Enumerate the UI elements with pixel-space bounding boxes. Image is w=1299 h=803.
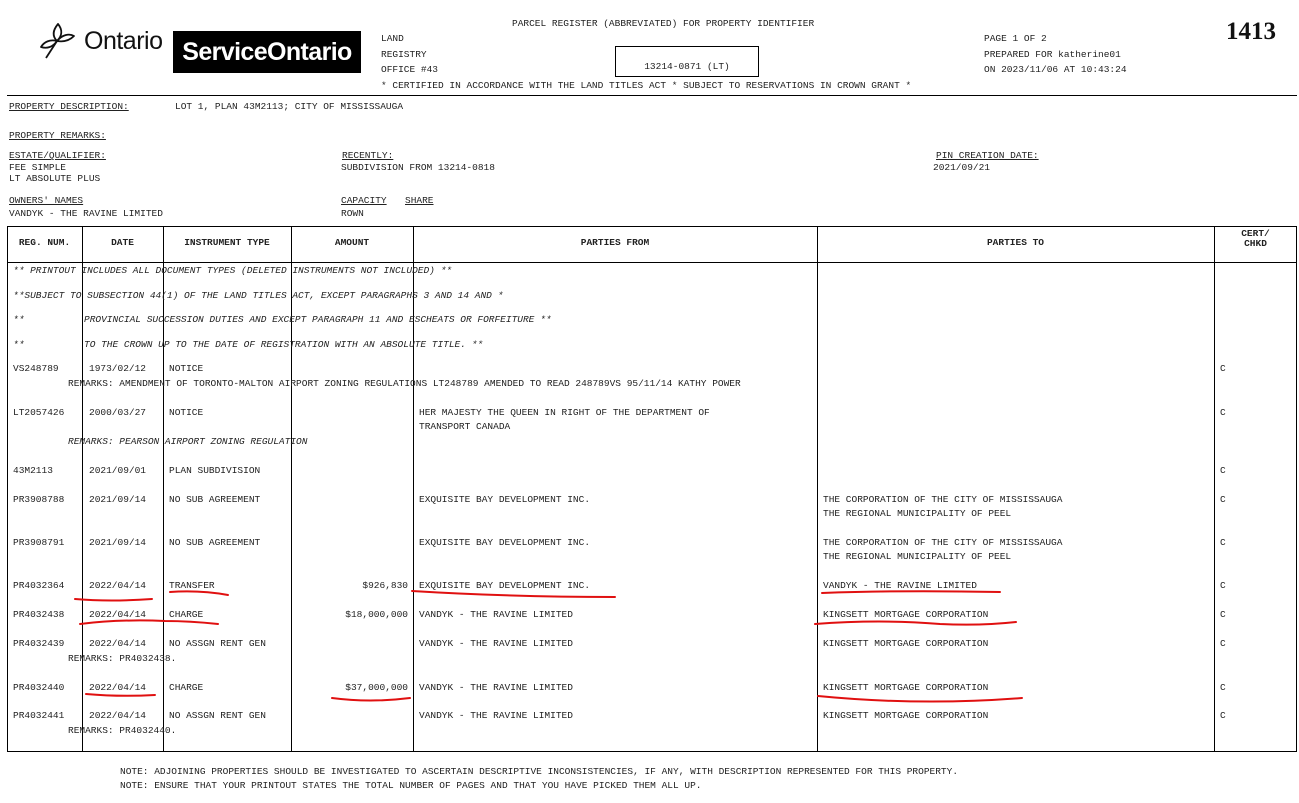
cell-date: 2022/04/14	[89, 609, 147, 620]
cell-instrument-type: NO SUB AGREEMENT	[169, 537, 261, 548]
cell-reg-num: PR4032364	[13, 580, 65, 591]
property-description-label: PROPERTY DESCRIPTION:	[9, 101, 129, 112]
cell-parties-from: VANDYK - THE RAVINE LIMITED	[419, 710, 573, 721]
prepared-on: ON 2023/11/06 AT 10:43:24	[984, 64, 1127, 75]
cell-reg-num: PR4032441	[13, 710, 65, 721]
col-header-date: DATE	[111, 237, 134, 248]
cell-parties-to-line2: THE REGIONAL MUNICIPALITY OF PEEL	[823, 551, 1012, 562]
cell-reg-num: LT2057426	[13, 407, 65, 418]
cell-date: 2022/04/14	[89, 682, 147, 693]
footnote-1: NOTE: ADJOINING PROPERTIES SHOULD BE INVESTIGATED TO ASCERTAIN DESCRIPTIVE INCONSISTENCIES, IF ANY, WITH DESCRIPTION REPRESENTED FOR THIS PROPERTY.	[120, 766, 959, 777]
cell-date: 2022/04/14	[89, 710, 147, 721]
cell-parties-to-line2: THE REGIONAL MUNICIPALITY OF PEEL	[823, 508, 1012, 519]
cell-amount: $926,830	[362, 580, 408, 591]
cell-parties-to: THE CORPORATION OF THE CITY OF MISSISSAUGA	[823, 494, 1063, 505]
col-header-cert-line1: CERT/	[1241, 228, 1270, 239]
cell-reg-num: PR3908788	[13, 494, 65, 505]
cell-date: 2022/04/14	[89, 638, 147, 649]
red-underline-to-3	[818, 696, 1022, 702]
red-underline-date-2	[80, 620, 218, 624]
cell-reg-num: VS248789	[13, 363, 59, 374]
cell-instrument-type: PLAN SUBDIVISION	[169, 465, 261, 476]
pin-creation-value: 2021/09/21	[933, 162, 991, 173]
share-label: SHARE	[405, 195, 434, 206]
cell-parties-from: EXQUISITE BAY DEVELOPMENT INC.	[419, 494, 591, 505]
office-line-2: REGISTRY	[381, 49, 427, 60]
notice-line-1: ** PRINTOUT INCLUDES ALL DOCUMENT TYPES (DELETED INSTRUMENTS NOT INCLUDED) **	[13, 265, 452, 276]
col-header-parties-to: PARTIES TO	[986, 237, 1044, 248]
cell-instrument-type: CHARGE	[169, 682, 204, 693]
col-header-amount: AMOUNT	[334, 237, 370, 248]
cell-reg-num: 43M2113	[13, 465, 53, 476]
estate-label: ESTATE/QUALIFIER:	[9, 150, 106, 161]
office-line-3: OFFICE #43	[381, 64, 439, 75]
cell-reg-num: PR4032438	[13, 609, 65, 620]
red-underline-to-1	[822, 591, 1000, 593]
capacity-value: ROWN	[341, 208, 364, 219]
footnote-2: NOTE: ENSURE THAT YOUR PRINTOUT STATES THE TOTAL NUMBER OF PAGES AND THAT YOU HAVE PICKED THEM ALL UP.	[120, 780, 702, 791]
col-header-reg-num: REG. NUM.	[18, 237, 71, 248]
certified-line: * CERTIFIED IN ACCORDANCE WITH THE LAND TITLES ACT * SUBJECT TO RESERVATIONS IN CROWN GRANT *	[381, 80, 912, 91]
notice-line-4-marker: **	[13, 339, 25, 350]
owners-value: VANDYK - THE RAVINE LIMITED	[9, 208, 163, 219]
cell-parties-to: KINGSETT MORTGAGE CORPORATION	[823, 682, 989, 693]
red-underline-type-1	[170, 591, 228, 595]
cell-remarks: REMARKS: PR4032440.	[68, 725, 177, 736]
red-underline-reg-1	[75, 599, 152, 601]
cell-instrument-type: CHARGE	[169, 609, 204, 620]
col-header-cert-line2: CHKD	[1244, 238, 1267, 249]
cell-cert: C	[1220, 580, 1226, 591]
cell-parties-from: EXQUISITE BAY DEVELOPMENT INC.	[419, 537, 591, 548]
page-number: 1413	[1226, 18, 1276, 45]
cell-cert: C	[1220, 363, 1226, 374]
cell-parties-to: THE CORPORATION OF THE CITY OF MISSISSAUGA	[823, 537, 1063, 548]
cell-cert: C	[1220, 638, 1226, 649]
page-of: PAGE 1 OF 2	[984, 33, 1047, 44]
office-line-1: LAND	[381, 33, 404, 44]
cell-instrument-type: NO ASSGN RENT GEN	[169, 638, 266, 649]
cell-amount: $37,000,000	[345, 682, 408, 693]
cell-parties-from: VANDYK - THE RAVINE LIMITED	[419, 638, 573, 649]
red-underline-to-2	[815, 622, 1016, 625]
cell-parties-from-line2: TRANSPORT CANADA	[419, 421, 511, 432]
cell-reg-num: PR4032439	[13, 638, 65, 649]
cell-instrument-type: NO ASSGN RENT GEN	[169, 710, 266, 721]
property-description-value: LOT 1, PLAN 43M2113; CITY OF MISSISSAUGA	[175, 101, 404, 112]
red-underline-amount-3	[332, 698, 410, 701]
cell-parties-from: EXQUISITE BAY DEVELOPMENT INC.	[419, 580, 591, 591]
property-remarks-label: PROPERTY REMARKS:	[9, 130, 106, 141]
pin-creation-label: PIN CREATION DATE:	[936, 150, 1039, 161]
capacity-label: CAPACITY	[341, 195, 387, 206]
notice-line-4: TO THE CROWN UP TO THE DATE OF REGISTRATION WITH AN ABSOLUTE TITLE. **	[84, 339, 484, 350]
cell-cert: C	[1220, 537, 1226, 548]
cell-cert: C	[1220, 465, 1226, 476]
notice-line-2: **SUBJECT TO SUBSECTION 44(1) OF THE LAND TITLES ACT, EXCEPT PARAGRAPHS 3 AND 14 AND *	[13, 290, 504, 301]
cell-parties-from: HER MAJESTY THE QUEEN IN RIGHT OF THE DEPARTMENT OF	[419, 407, 710, 418]
cell-date: 2021/09/01	[89, 465, 147, 476]
cell-cert: C	[1220, 682, 1226, 693]
cell-parties-from: VANDYK - THE RAVINE LIMITED	[419, 609, 573, 620]
serviceontario-logo: ServiceOntario	[173, 31, 361, 73]
cell-date: 2000/03/27	[89, 407, 147, 418]
pin-value: 13214-0871 (LT)	[644, 61, 730, 72]
cell-reg-num: PR4032440	[13, 682, 65, 693]
recently-label: RECENTLY:	[342, 150, 394, 161]
cell-cert: C	[1220, 407, 1226, 418]
cell-reg-num: PR3908791	[13, 537, 65, 548]
owners-label: OWNERS' NAMES	[9, 195, 84, 206]
red-underline-date-3	[86, 694, 155, 696]
cell-parties-to: KINGSETT MORTGAGE CORPORATION	[823, 609, 989, 620]
cell-date: 1973/02/12	[89, 363, 147, 374]
cell-cert: C	[1220, 609, 1226, 620]
col-header-instrument-type: INSTRUMENT TYPE	[184, 237, 270, 248]
cell-instrument-type: NOTICE	[169, 407, 204, 418]
cell-amount: $18,000,000	[345, 609, 408, 620]
estate-line-2: LT ABSOLUTE PLUS	[9, 173, 101, 184]
cell-instrument-type: TRANSFER	[169, 580, 215, 591]
register-title: PARCEL REGISTER (ABBREVIATED) FOR PROPERTY IDENTIFIER	[512, 18, 815, 29]
cell-parties-to: VANDYK - THE RAVINE LIMITED	[823, 580, 977, 591]
cell-date: 2022/04/14	[89, 580, 147, 591]
cell-remarks: REMARKS: PR4032438.	[68, 653, 177, 664]
recently-value: SUBDIVISION FROM 13214-0818	[341, 162, 495, 173]
cell-cert: C	[1220, 494, 1226, 505]
estate-line-1: FEE SIMPLE	[9, 162, 67, 173]
cell-parties-to: KINGSETT MORTGAGE CORPORATION	[823, 710, 989, 721]
notice-line-3-marker: **	[13, 314, 25, 325]
cell-date: 2021/09/14	[89, 494, 147, 505]
col-header-parties-from: PARTIES FROM	[580, 237, 650, 248]
notice-line-3: PROVINCIAL SUCCESSION DUTIES AND EXCEPT PARAGRAPH 11 AND ESCHEATS OR FORFEITURE **	[84, 314, 552, 325]
cell-date: 2021/09/14	[89, 537, 147, 548]
prepared-for: PREPARED FOR katherine01	[984, 49, 1121, 60]
cell-parties-from: VANDYK - THE RAVINE LIMITED	[419, 682, 573, 693]
cell-parties-to: KINGSETT MORTGAGE CORPORATION	[823, 638, 989, 649]
red-underline-from-1	[412, 591, 615, 597]
cell-instrument-type: NOTICE	[169, 363, 204, 374]
cell-remarks: REMARKS: AMENDMENT OF TORONTO-MALTON AIRPORT ZONING REGULATIONS LT248789 AMENDED TO READ 248789VS 95/11/14 KATHY POWER	[68, 378, 741, 389]
ontario-logo-text: Ontario	[84, 26, 163, 55]
cell-instrument-type: NO SUB AGREEMENT	[169, 494, 261, 505]
cell-remarks: REMARKS: PEARSON AIRPORT ZONING REGULATION	[68, 436, 308, 447]
cell-cert: C	[1220, 710, 1226, 721]
